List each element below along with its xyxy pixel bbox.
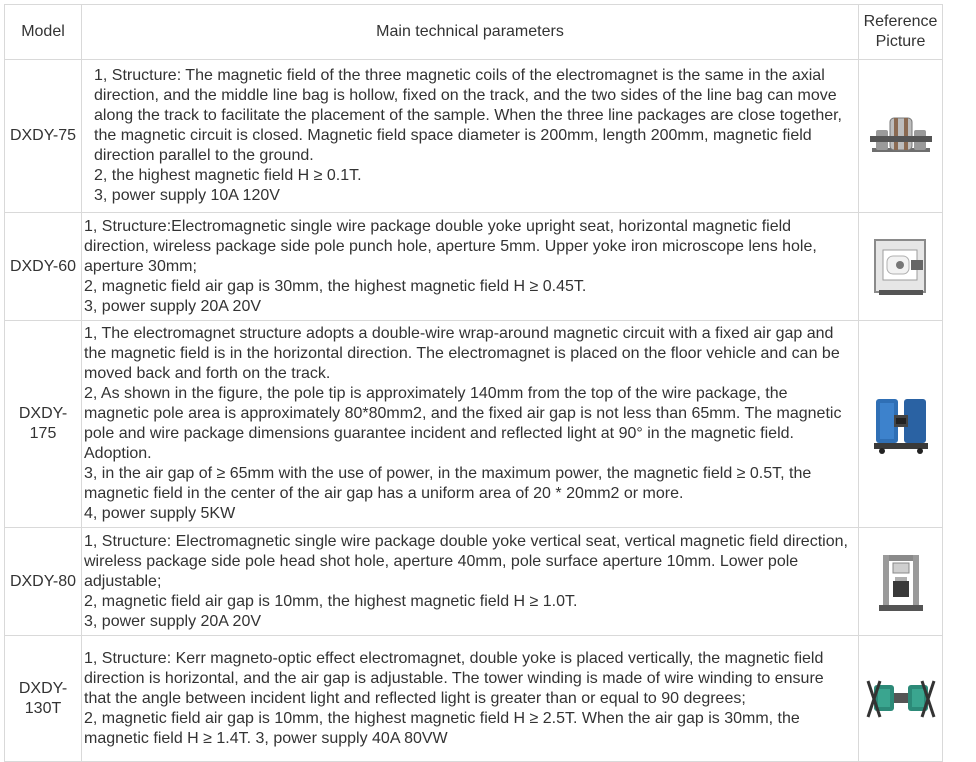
electromagnet-175-image	[870, 393, 932, 455]
electromagnet-130t-image	[866, 677, 936, 721]
params-cell	[82, 60, 859, 213]
table-row	[5, 528, 943, 636]
electromagnet-80-image	[877, 551, 925, 613]
param-line: 1, Structure: Electromagnetic single wire package double yoke vertical seat, vertical magnetic field direction, wireless package side pole head shot hole, aperture 40mm, pole surface aperture 10mm. Lower pole adjustable;	[84, 532, 848, 590]
param-line: 1, Structure:Electromagnetic single wire package double yoke upright seat, horizontal magnetic field direction, wireless package side pole punch hole, aperture 5mm. Upper yoke iron microscope lens hole, aperture 30mm;	[84, 217, 817, 275]
electromagnet-60-image	[873, 236, 929, 298]
param-line: 2, magnetic field air gap is 10mm, the highest magnetic field H ≥ 2.5T. When the air gap is 30mm, the magnetic field H ≥ 1.4T. 3, power supply 40A 80VW	[84, 709, 800, 747]
spec-table	[4, 4, 943, 762]
header-picture: Reference Picture	[859, 5, 943, 60]
param-line: 1, The electromagnet structure adopts a double-wire wrap-around magnetic circuit with a fixed air gap and the magnetic field is in the horizontal direction. The electromagnet is placed on the floor vehicle and can be moved back and forth on the track.	[84, 325, 840, 382]
param-line: 1, Structure: The magnetic field of the three magnetic coils of the electromagnet is the same in the axial direction, and the middle line bag is hollow, fixed on the track, and the two sides of the line bag can move along the track to facilitate the placement of the sample. When the three line packages are close together, the magnetic circuit is closed. Magnetic field space diameter is 200mm, length 200mm, magnetic field direction parallel to the ground.	[94, 67, 842, 164]
picture-cell	[859, 321, 943, 528]
param-line: 2, magnetic field air gap is 10mm, the highest magnetic field H ≥ 1.0T.	[84, 592, 578, 610]
param-line: 3, in the air gap of ≥ 65mm with the use of power, in the maximum power, the magnetic field ≥ 0.5T, the magnetic field in the center of the air gap has a uniform area of 20 * 20mm2 or more.	[84, 465, 812, 502]
param-line: 2, the highest magnetic field H ≥ 0.1T.	[94, 167, 362, 184]
param-line: 3, power supply 10A 120V	[94, 187, 280, 204]
model-cell: DXDY-130T	[5, 636, 82, 762]
param-line: 2, magnetic field air gap is 30mm, the highest magnetic field H ≥ 0.45T.	[84, 277, 587, 295]
header-params: Main technical parameters	[82, 5, 859, 60]
header-model: Model	[5, 5, 82, 60]
param-line: 3, power supply 20A 20V	[84, 297, 262, 315]
param-line: 2, As shown in the figure, the pole tip is approximately 140mm from the top of the wire package, the magnetic pole area is approximately 80*80mm2, and the fixed air gap is not less than 65mm. The magnetic pole and wire package dimensions guarantee incident and reflected light at 90° in the magnetic field. Adoption.	[84, 385, 842, 462]
model-cell: DXDY-80	[5, 528, 82, 636]
params-cell	[82, 213, 859, 321]
table-row	[5, 213, 943, 321]
table-row	[5, 60, 943, 213]
param-line: 1, Structure: Kerr magneto-optic effect electromagnet, double yoke is placed vertically, the magnetic field direction is horizontal, and the air gap is adjustable. The tower winding is made of wire winding to ensure that the angle between incident light and reflected light is greater than or equal to 90 degrees;	[84, 649, 824, 707]
model-cell: DXDY-75	[5, 60, 82, 213]
picture-cell	[859, 528, 943, 636]
table-row	[5, 636, 943, 762]
param-line: 3, power supply 20A 20V	[84, 612, 262, 630]
params-cell	[82, 636, 859, 762]
picture-cell	[859, 60, 943, 213]
params-cell	[82, 321, 859, 528]
params-cell	[82, 528, 859, 636]
header-row	[5, 5, 943, 60]
param-line: 4, power supply 5KW	[84, 505, 236, 522]
picture-cell	[859, 636, 943, 762]
picture-cell	[859, 213, 943, 321]
model-cell: DXDY-175	[5, 321, 82, 528]
electromagnet-75-image	[870, 114, 932, 158]
model-cell: DXDY-60	[5, 213, 82, 321]
table-row	[5, 321, 943, 528]
